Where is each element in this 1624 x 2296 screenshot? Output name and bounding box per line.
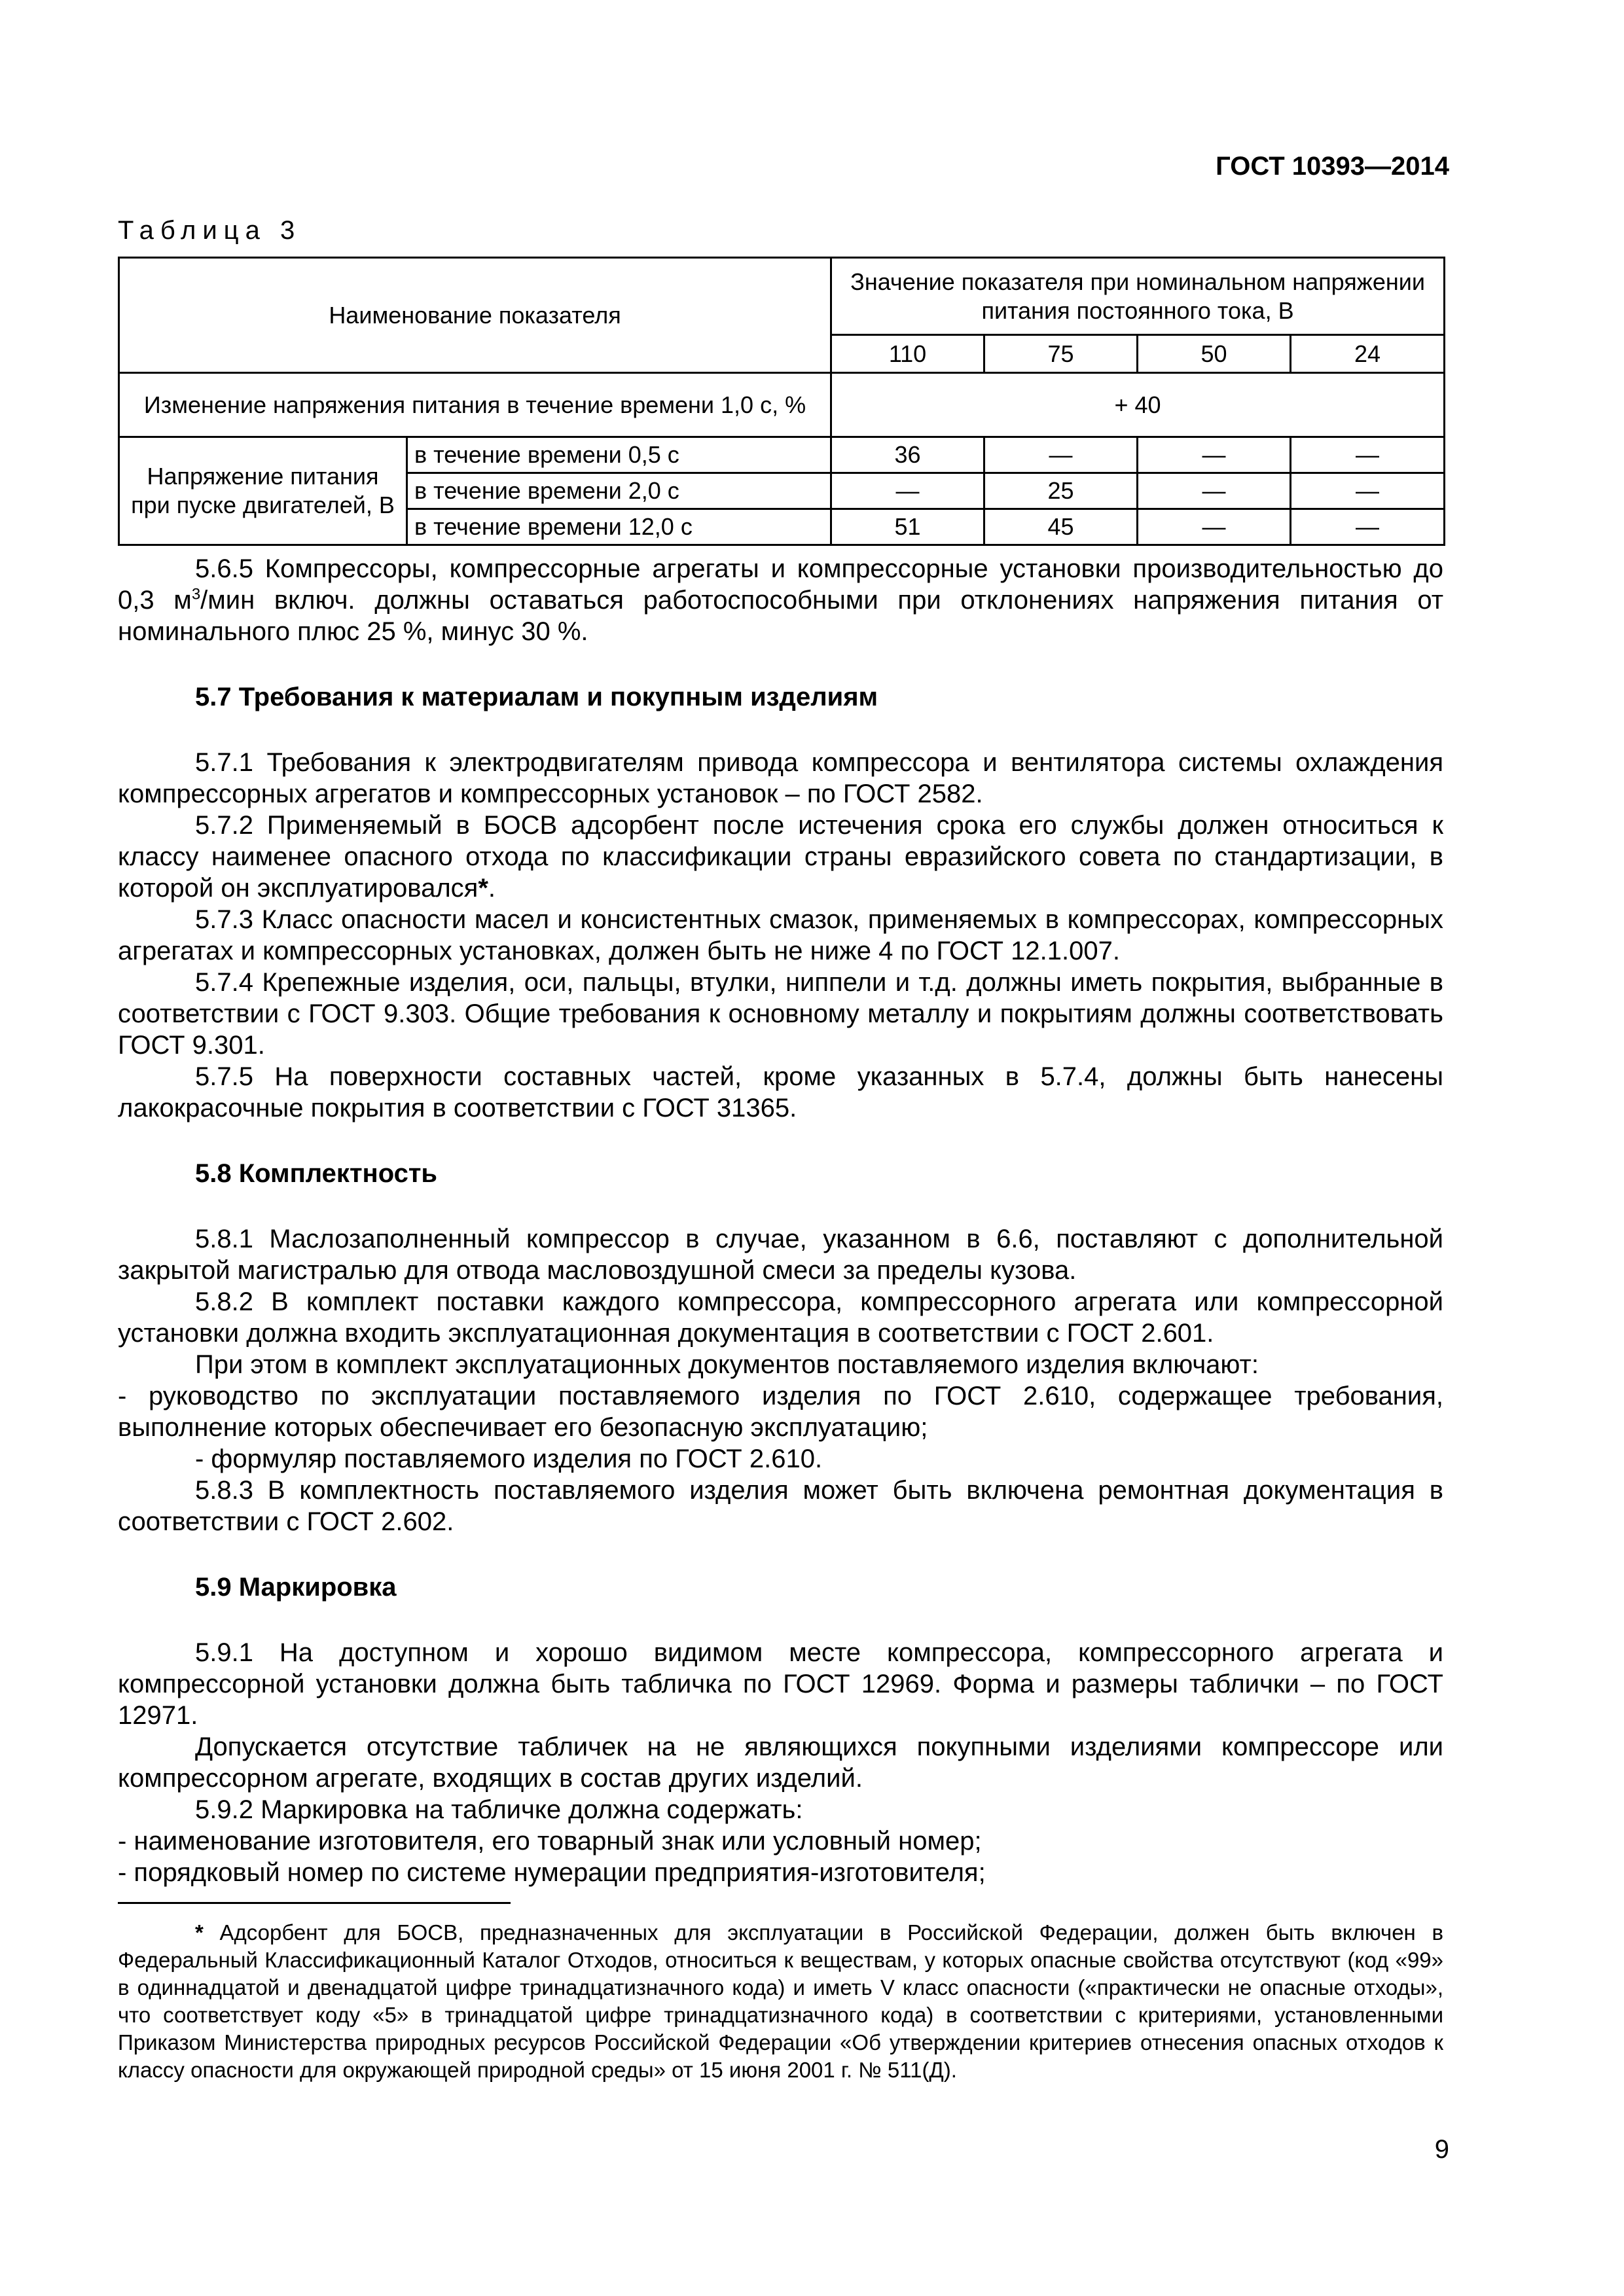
list-item: - наименование изготовителя, его товарный знак или условный номер; [118, 1827, 982, 1856]
table-cell: — [1291, 437, 1445, 473]
section-heading-5-8: 5.8 Комплектность [195, 1159, 438, 1188]
row-group-label: Напряжение питания при пуске двигателей, В [119, 437, 407, 545]
voltage-24: 24 [1291, 335, 1445, 373]
table-cell: — [1291, 473, 1445, 509]
list-item: - формуляр поставляемого изделия по ГОСТ 2.610. [195, 1444, 823, 1473]
paragraph-5-7-5: 5.7.5 На поверхности составных частей, кроме указанных в 5.7.4, должны быть нанесены лакокрасочные покрытия в соответствии с ГОСТ 31365. [118, 1062, 1443, 1122]
paragraph-5-9-1-note: Допускается отсутствие табличек на не являющихся покупными изделиями компрессоре или компрессорном агрегате, входящих в состав других изделий. [118, 1732, 1443, 1793]
footnote [118, 1919, 1443, 2084]
table-cell: — [1138, 437, 1291, 473]
table-row-label: в течение времени 2,0 с [407, 473, 831, 509]
table-cell: 45 [984, 509, 1138, 545]
section-heading-5-9: 5.9 Маркировка [195, 1573, 397, 1602]
footnote-marker: * [195, 1920, 204, 1945]
table-header-name: Наименование показателя [119, 258, 831, 373]
table-cell: — [984, 437, 1138, 473]
paragraph-5-9-1: 5.9.1 На доступном и хорошо видимом месте компрессора, компрессорного агрегата и компрессорной установки должна быть табличка по ГОСТ 12969. Форма и размеры таблички – по ГОСТ 12971. [118, 1638, 1443, 1730]
body-text [118, 553, 1443, 1888]
list-item: - руководство по эксплуатации поставляемого изделия по ГОСТ 2.610, содержащее требования, выполнение которых обеспечивает его безопасную эксплуатацию; [118, 1382, 1443, 1442]
paragraph-5-7-1: 5.7.1 Требования к электродвигателям привода компрессора и вентилятора системы охлаждения компрессорных агрегатов и компрессорных установок – по ГОСТ 2582. [118, 748, 1443, 808]
row-voltage-change-label: Изменение напряжения питания в течение времени 1,0 с, % [119, 373, 831, 437]
paragraph-5-8-3: 5.8.3 В комплектность поставляемого изделия может быть включена ремонтная документация в соответствии с ГОСТ 2.602. [118, 1476, 1443, 1536]
table-cell: 51 [831, 509, 984, 545]
table-header-value: Значение показателя при номинальном напряжении питания постоянного тока, В [831, 258, 1445, 335]
voltage-75: 75 [984, 335, 1138, 373]
standard-header: ГОСТ 10393—2014 [1216, 152, 1449, 181]
footnote-separator [118, 1902, 511, 1904]
table-cell: — [1138, 509, 1291, 545]
section-heading-5-7: 5.7 Требования к материалам и покупным изделиям [195, 683, 878, 711]
footnote-text: Адсорбент для БОСВ, предназначенных для эксплуатации в Российской Федерации, должен быть включен в Федеральный Классификационный Каталог Отходов, относиться к веществам, у которых опасные свойства отсутствуют (код «99» в одиннадцатой и двенадцатой цифре тринадцатизначного кода) и иметь V класс опасности («практически не опасные отходы», что соответствует коду «5» в тринадцатой цифре тринадцатизначного кода) в соответствии с критериями, установленными Приказом Министерства природных ресурсов Российской Федерации «Об утверждении критериев отнесения опасных отходов к классу опасности для окружающей природной среды» от 15 июня 2001 г. № 511(Д). [118, 1920, 1443, 2082]
paragraph-5-8-2: 5.8.2 В комплект поставки каждого компрессора, компрессорного агрегата или компрессорной установки должна входить эксплуатационная документация в соответствии с ГОСТ 2.601. [118, 1287, 1443, 1348]
paragraph-5-8-2-intro: При этом в комплект эксплуатационных документов поставляемого изделия включают: [195, 1350, 1259, 1379]
table-cell: — [1291, 509, 1445, 545]
paragraph-5-6-5: 5.6.5 Компрессоры, компрессорные агрегаты и компрессорные установки производительностью до 0,3 $м^3$/мин включ. должны оставаться работоспособными при отклонениях напряжения питания от номинального плюс 25 %, минус 30 %. [118, 554, 1444, 646]
table-caption: Таблица 3 [118, 216, 302, 245]
table-3 [118, 257, 1445, 546]
table-row-label: в течение времени 0,5 с [407, 437, 831, 473]
paragraph-5-9-2: 5.9.2 Маркировка на табличке должна содержать: [195, 1795, 803, 1824]
paragraph-5-7-3: 5.7.3 Класс опасности масел и консистентных смазок, применяемых в компрессорах, компрессорных агрегатах и компрессорных установках, должен быть не ниже 4 по ГОСТ 12.1.007. [118, 905, 1443, 965]
table-cell: 25 [984, 473, 1138, 509]
row-voltage-change-value: + 40 [831, 373, 1445, 437]
page-number: 9 [1434, 2135, 1449, 2164]
paragraph-5-7-2: 5.7.2 Применяемый в БОСВ адсорбент после истечения срока его службы должен относиться к классу наименее опасного отхода по классификации страны евразийского совета по стандартизации, в которой он эксплуатировался*. [118, 811, 1443, 903]
list-item: - порядковый номер по системе нумерации предприятия-изготовителя; [118, 1858, 986, 1887]
table-cell: — [831, 473, 984, 509]
table-cell: — [1138, 473, 1291, 509]
voltage-50: 50 [1138, 335, 1291, 373]
voltage-110: 110 [831, 335, 984, 373]
paragraph-5-7-4: 5.7.4 Крепежные изделия, оси, пальцы, втулки, ниппели и т.д. должны иметь покрытия, выбранные в соответствии с ГОСТ 9.303. Общие требования к основному металлу и покрытиям должны соответствовать ГОСТ 9.301. [118, 968, 1443, 1060]
table-cell: 36 [831, 437, 984, 473]
paragraph-5-8-1: 5.8.1 Маслозаполненный компрессор в случае, указанном в 6.6, поставляют с дополнительной закрытой магистралью для отвода масловоздушной смеси за пределы кузова. [118, 1225, 1443, 1285]
table-row-label: в течение времени 12,0 с [407, 509, 831, 545]
